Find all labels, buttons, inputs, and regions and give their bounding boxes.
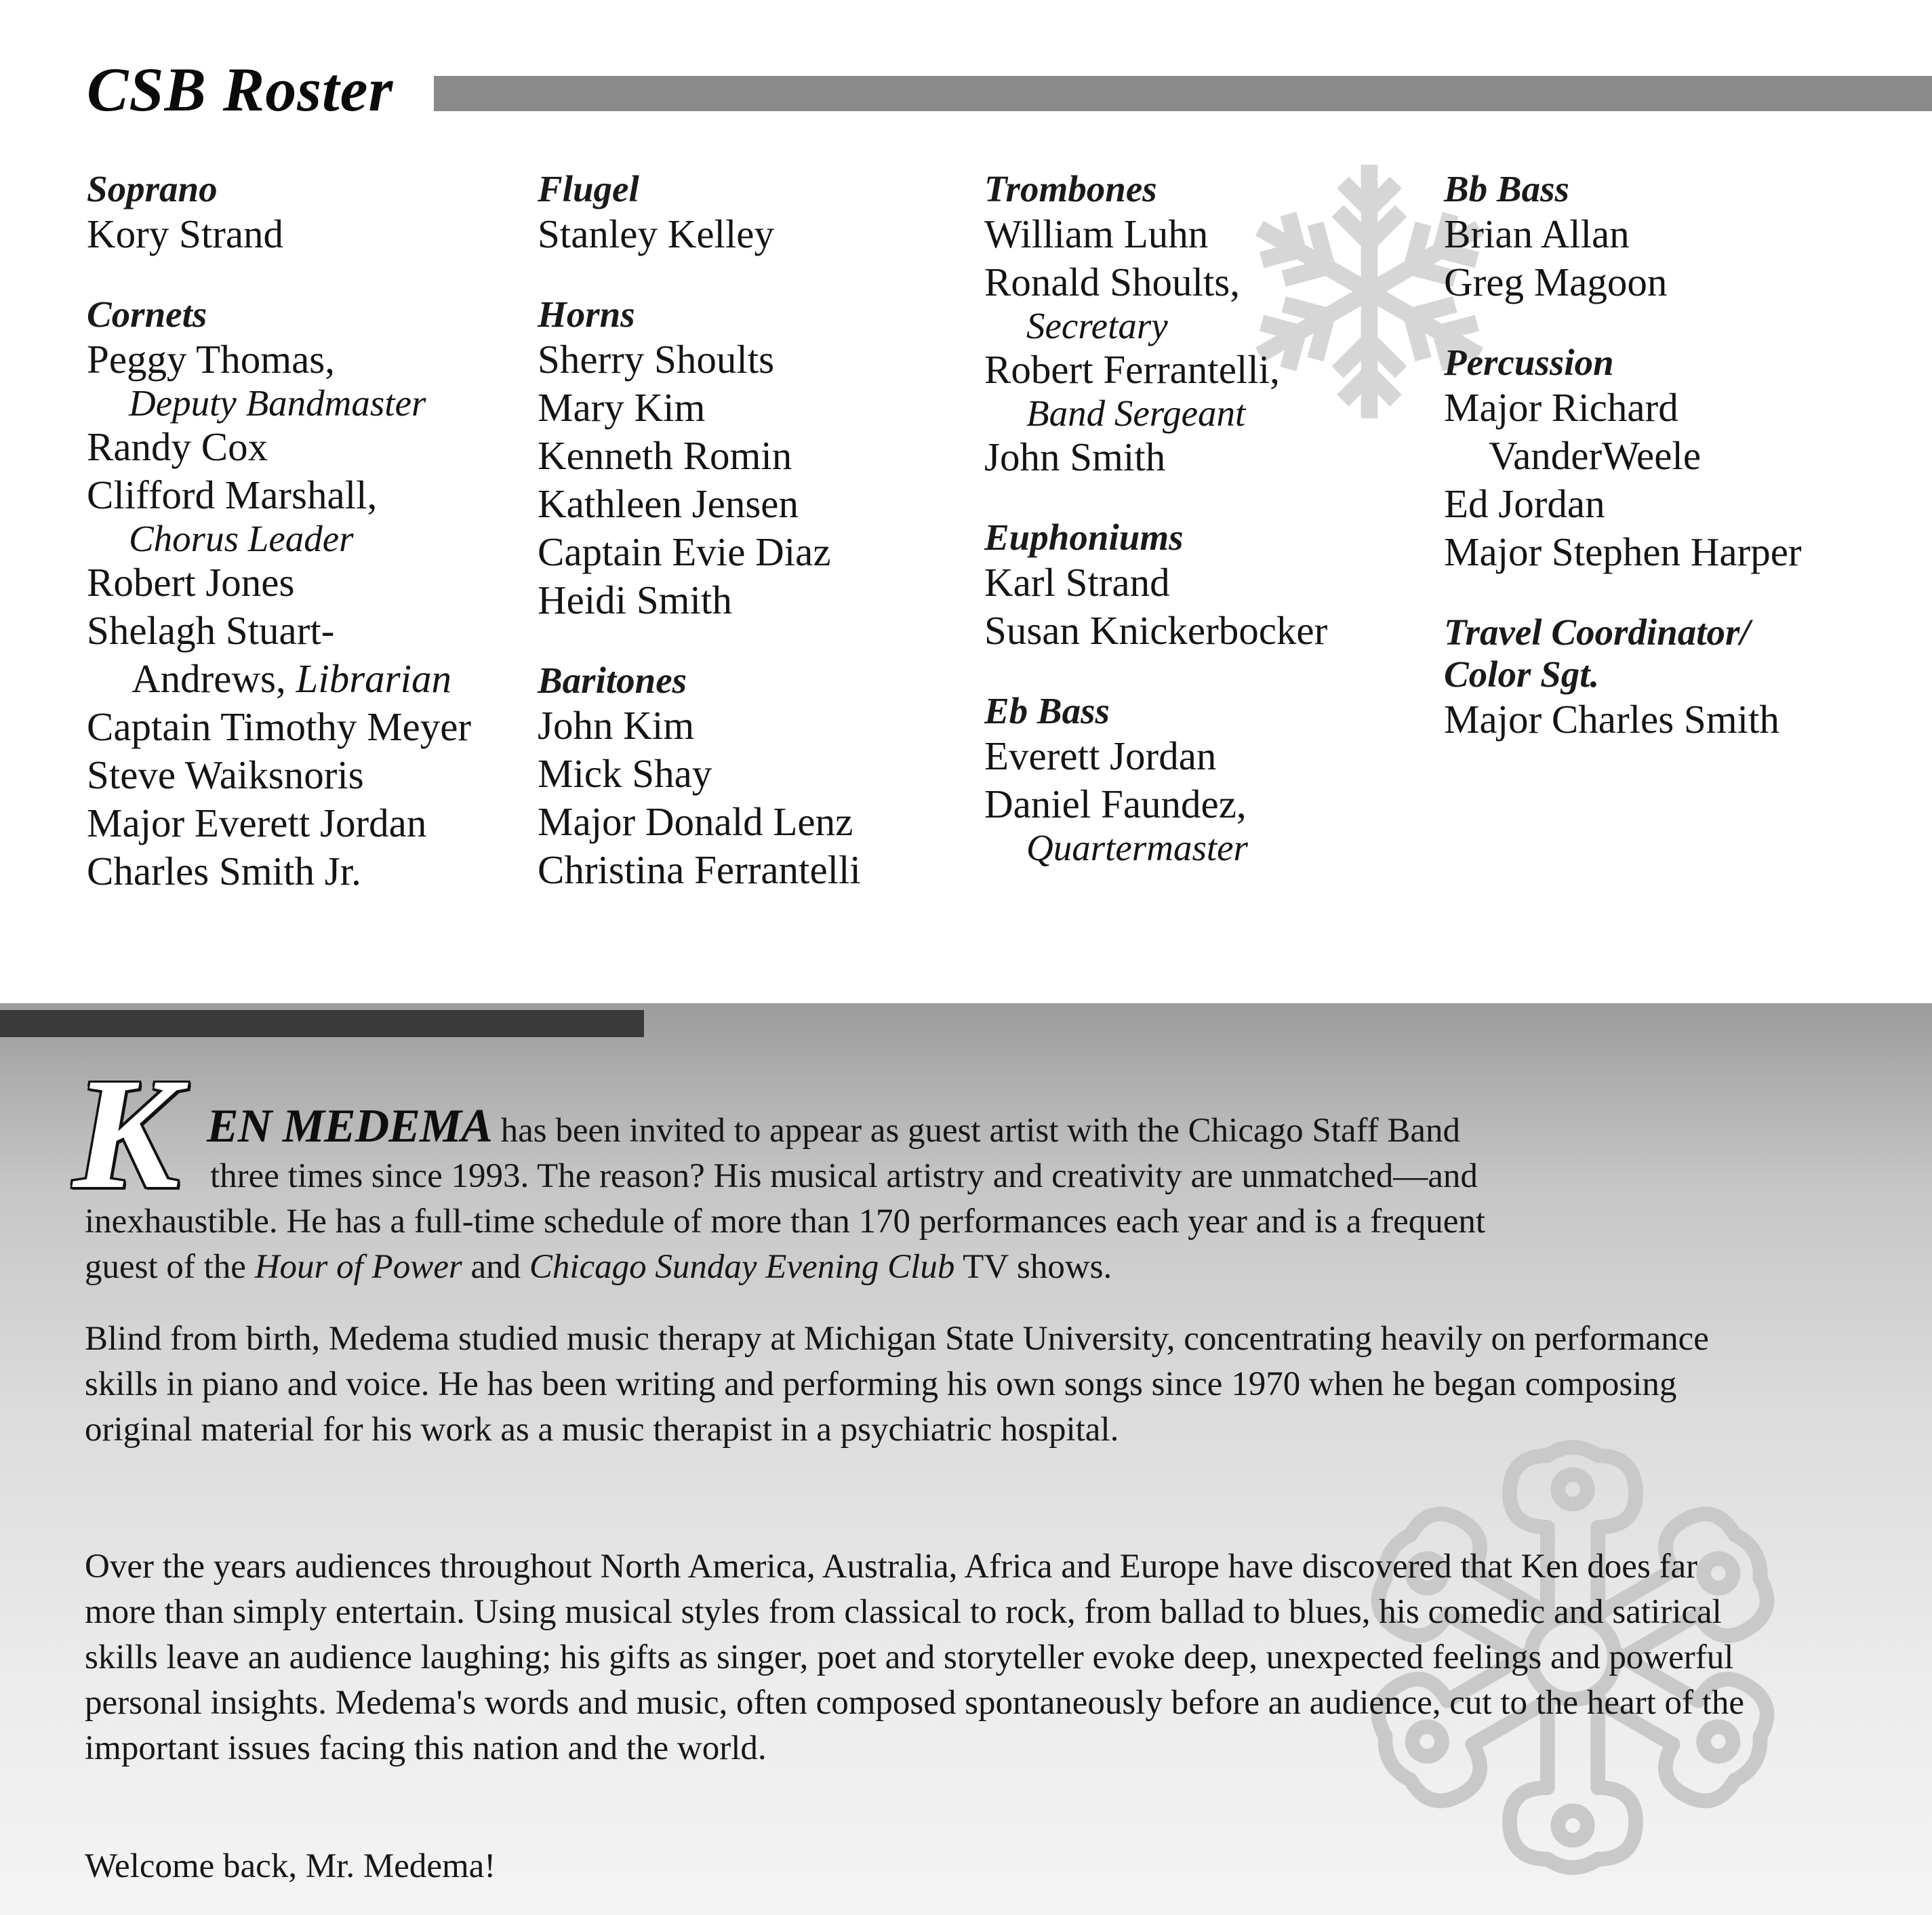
- roster-column-3: [984, 168, 1327, 903]
- section-bb-bass: [1444, 168, 1802, 306]
- section-heading: Trombones: [984, 168, 1157, 209]
- roster-column-1: [87, 168, 471, 931]
- bio-paragraph-1: EN MEDEMA has been invited to appear as guest artist with the Chicago Staff Band three times since 1993. The reason? His musical artistry and creativity are unmatched—and inexhaustible. He has a full-time schedule of more than 170 performances each year and is a frequent guest of the Hour of Power and Chicago Sunday Evening Club TV shows.: [85, 1100, 1486, 1286]
- member: Robert Ferrantelli, Band Sergeant: [984, 346, 1327, 433]
- roster-column-4: [1444, 168, 1802, 779]
- section-heading: Eb Bass: [984, 690, 1110, 731]
- section-heading: Cornets: [87, 294, 207, 335]
- member: Major Stephen Harper: [1444, 529, 1802, 574]
- bio-closing: Welcome back, Mr. Medema!: [85, 1847, 496, 1885]
- member: Stanley Kelley: [538, 211, 774, 256]
- member: Susan Knickerbocker: [984, 608, 1328, 653]
- member: Peggy Thomas, Deputy Bandmaster: [87, 336, 471, 423]
- section-baritones: [538, 660, 861, 894]
- section-euphoniums: [984, 517, 1327, 655]
- section-heading: Flugel: [538, 168, 639, 209]
- member: Major Richard VanderWeele: [1444, 385, 1702, 478]
- section-heading: Baritones: [538, 660, 687, 701]
- bio-paragraph-3: Over the years audiences throughout North America, Australia, Africa and Europe have discovered that Ken does far more than simply entertain. Using musical styles from classical to rock, from ballad to blues, his comedic and satirical skills leave an audience laughing; his gifts as singer, poet and storyteller evoke deep, unexpected feelings and powerful personal insights. Medema's words and music, often composed spontaneously before an audience, cut to the heart of the important issues facing this nation and the world.: [85, 1548, 1745, 1767]
- member: Randy Cox: [87, 424, 268, 469]
- member: Mary Kim: [538, 385, 706, 430]
- member: Ronald Shoults, Secretary: [984, 258, 1327, 346]
- section-heading: Soprano: [87, 168, 218, 209]
- member: Everett Jordan: [984, 733, 1217, 778]
- section-heading: Travel Coordinator/ Color Sgt.: [1444, 611, 1750, 695]
- section-heading: Horns: [538, 294, 635, 335]
- section-heading: Percussion: [1444, 342, 1614, 383]
- member: John Smith: [984, 435, 1166, 479]
- roster-column-2: [538, 168, 861, 929]
- section-soprano: [87, 168, 471, 258]
- section-heading: Bb Bass: [1444, 168, 1569, 209]
- member-role: Deputy Bandmaster: [129, 382, 426, 424]
- member-role: Chorus Leader: [129, 518, 354, 559]
- member: Ed Jordan: [1444, 481, 1605, 526]
- member: Sherry Shoults: [538, 337, 775, 382]
- member: Shelagh Stuart- Andrews, Librarian: [87, 608, 452, 701]
- member: Christina Ferrantelli: [538, 847, 861, 892]
- lead-name: EN MEDEMA: [207, 1100, 492, 1152]
- member-role: Librarian: [296, 656, 452, 701]
- section-heading: Euphoniums: [984, 517, 1184, 558]
- member: Greg Magoon: [1444, 260, 1668, 304]
- member: William Luhn: [984, 211, 1209, 256]
- member: Kenneth Romin: [538, 433, 792, 478]
- section-horns: [538, 294, 861, 624]
- section-eb-bass: [984, 690, 1327, 868]
- bio-paragraph-2: Blind from birth, Medema studied music therapy at Michigan State University, concentrating heavily on performance skills in piano and voice. He has been writing and performing his own songs since 1970 when he began composing original material for his work as a music therapist in a psychiatric hospital.: [85, 1320, 1709, 1449]
- section-cornets: [87, 294, 471, 895]
- member-role: Quartermaster: [1026, 827, 1248, 868]
- member: Captain Evie Diaz: [538, 529, 831, 574]
- member: Major Donald Lenz: [538, 799, 853, 844]
- member: Kathleen Jensen: [538, 481, 799, 526]
- roster-title: CSB Roster: [87, 55, 394, 124]
- member: Major Everett Jordan: [87, 801, 427, 845]
- member: Charles Smith Jr.: [87, 849, 361, 893]
- member: Robert Jones: [87, 560, 295, 605]
- member: Captain Timothy Meyer: [87, 704, 472, 749]
- member: Clifford Marshall, Chorus Leader: [87, 471, 471, 559]
- member: Heidi Smith: [538, 578, 732, 622]
- member: Kory Strand: [87, 211, 284, 256]
- bio-section: [0, 1003, 1932, 1915]
- member: Daniel Faundez, Quartermaster: [984, 780, 1327, 868]
- member: Brian Allan: [1444, 211, 1630, 256]
- member: Karl Strand: [984, 560, 1170, 605]
- section-travel-coordinator: [1444, 611, 1802, 744]
- section-flugel: [538, 168, 861, 258]
- bio-rule: [0, 1010, 644, 1037]
- dropcap-letter: K: [73, 1045, 180, 1222]
- section-trombones: [984, 168, 1327, 481]
- member-role: Band Sergeant: [1026, 392, 1246, 434]
- member: Steve Waiksnoris: [87, 752, 364, 797]
- show-title: Hour of Power: [254, 1248, 462, 1286]
- member: Major Charles Smith: [1444, 697, 1779, 742]
- member-role: Secretary: [1026, 305, 1168, 346]
- show-title: Chicago Sunday Evening Club: [529, 1248, 955, 1286]
- member: Mick Shay: [538, 751, 712, 796]
- section-percussion: [1444, 342, 1802, 576]
- title-rule: [434, 76, 1932, 111]
- member: John Kim: [538, 703, 695, 748]
